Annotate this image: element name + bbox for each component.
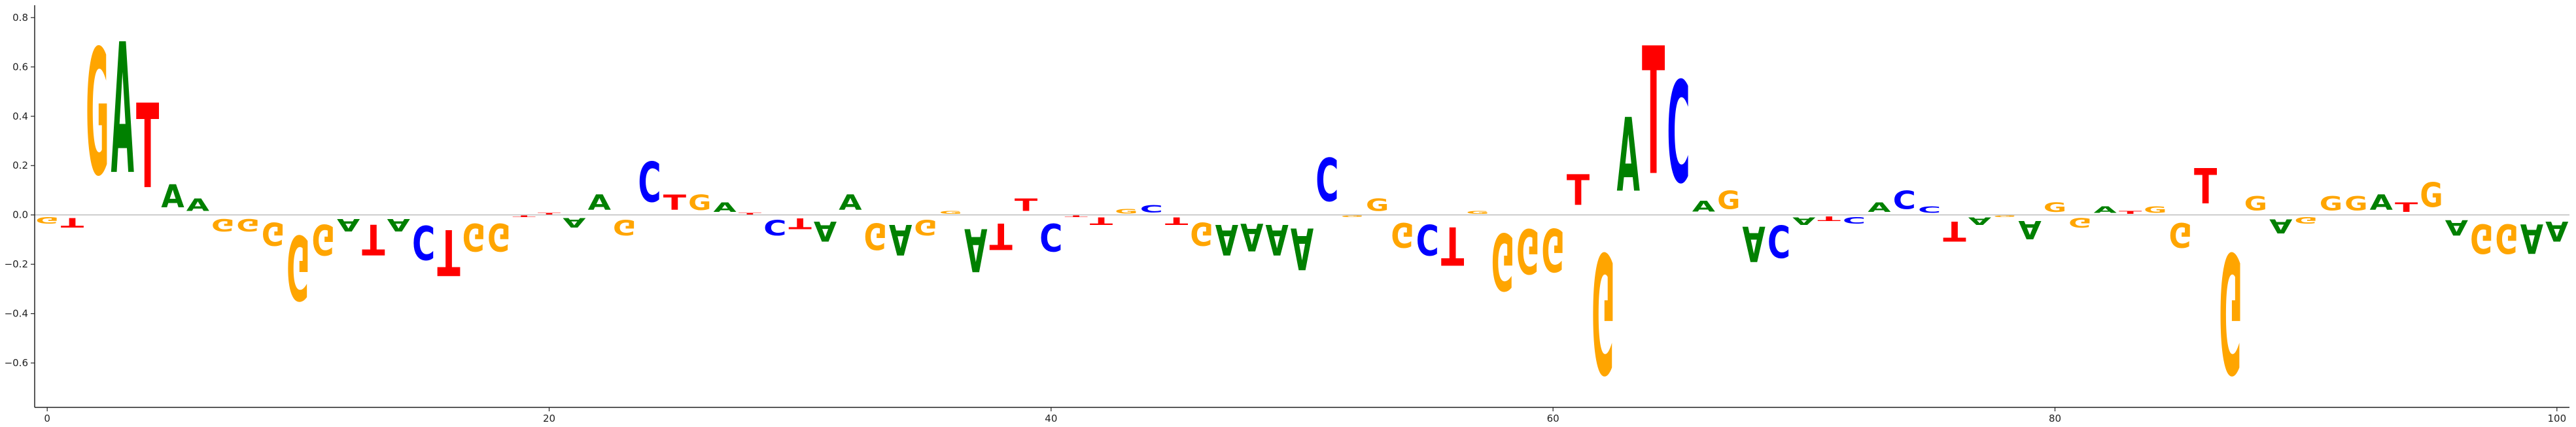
logo-letter-A: A — [2545, 214, 2569, 247]
logo-letter-A: A — [587, 190, 611, 216]
y-tick-label: 0.2 — [12, 160, 28, 172]
x-tick-label: 40 — [1045, 413, 1058, 424]
logo-letter-G: G — [35, 214, 59, 225]
logo-letter-T: T — [437, 214, 461, 288]
logo-letter-T: T — [537, 212, 561, 215]
x-axis-ticks — [44, 407, 2566, 424]
logo-letter-C: C — [1918, 205, 1941, 215]
logo-letter-A: A — [2520, 214, 2544, 262]
logo-letter-T: T — [1089, 214, 1113, 228]
y-tick-label: −0.4 — [4, 307, 28, 320]
logo-letter-G: G — [688, 190, 712, 215]
logo-letter-A: A — [1868, 200, 1891, 216]
logo-letter-G: G — [236, 214, 260, 235]
x-tick-label: 100 — [2547, 413, 2567, 424]
logo-letter-T: T — [2394, 200, 2418, 216]
logo-letter-G: G — [2294, 214, 2318, 225]
logo-letter-G: G — [211, 214, 235, 235]
logo-letter-G: G — [1466, 210, 1489, 215]
logo-letter-A: A — [1240, 214, 1264, 258]
logo-letter-C: C — [1767, 214, 1791, 267]
logo-letter-A: A — [1265, 214, 1289, 264]
y-tick-label: 0.6 — [12, 61, 28, 73]
logo-letter-C: C — [638, 152, 661, 216]
logo-letter-A: A — [2018, 214, 2042, 245]
logo-letter-T: T — [1064, 214, 1088, 218]
logo-letter-G: G — [2168, 214, 2192, 254]
logo-letter-A: A — [888, 214, 913, 264]
logo-letter-G: G — [1717, 185, 1741, 215]
y-tick-label: −0.2 — [4, 258, 28, 271]
logo-letter-G: G — [1365, 196, 1389, 216]
logo-letter-A: A — [1792, 214, 1816, 228]
logo-letter-G: G — [1190, 214, 1213, 252]
logo-letter-A: A — [186, 195, 210, 215]
x-tick-label: 20 — [542, 413, 556, 424]
logo-letter-T: T — [1441, 215, 1465, 277]
logo-letter-G: G — [1391, 214, 1414, 254]
logo-letter-G: G — [1592, 215, 1615, 407]
logo-letter-A: A — [1692, 198, 1716, 215]
logo-letter-G: G — [863, 214, 887, 258]
logo-letter-T: T — [136, 79, 160, 215]
logo-letter-G: G — [2144, 205, 2167, 215]
logo-letter-A: A — [1290, 214, 1314, 281]
y-tick-label: −0.6 — [4, 357, 28, 369]
logo-letter-T: T — [1943, 214, 1966, 247]
logo-letter-A: A — [1616, 96, 1640, 215]
logo-letter-C: C — [1842, 214, 1866, 225]
logo-letter-G: G — [462, 214, 486, 258]
logo-letter-T: T — [512, 214, 536, 218]
logo-letter-G: G — [612, 214, 636, 240]
logo-letter-T: T — [663, 190, 686, 216]
logo-letter-G: G — [2043, 200, 2067, 215]
logo-letter-T: T — [2118, 210, 2142, 215]
logo-letters — [36, 7, 2569, 406]
logo-letter-G: G — [2344, 192, 2368, 215]
logo-letter-C: C — [1140, 203, 1163, 215]
logo-letter-C: C — [1667, 53, 1690, 215]
logo-letter-T: T — [1641, 11, 1665, 215]
logo-letter-T: T — [1817, 214, 1841, 223]
logo-letter-T: T — [1165, 214, 1189, 228]
logo-letter-G: G — [1115, 207, 1138, 215]
logo-letter-A: A — [2445, 214, 2468, 239]
logo-letter-A: A — [161, 178, 184, 216]
logo-letter-G: G — [2244, 192, 2268, 215]
x-tick-label: 80 — [2048, 413, 2062, 424]
logo-letter-T: T — [738, 212, 762, 215]
y-tick-label: 0.4 — [12, 110, 28, 122]
logo-letter-G: G — [2470, 214, 2494, 261]
logo-letter-A: A — [1968, 214, 1992, 228]
logo-letter-A: A — [713, 200, 737, 216]
logo-letter-C: C — [763, 214, 787, 240]
logo-letter-T: T — [1566, 165, 1590, 215]
logo-letter-T: T — [2194, 159, 2218, 216]
logo-letter-A: A — [964, 214, 988, 284]
logo-letter-C: C — [412, 214, 436, 269]
logo-letter-G: G — [487, 214, 511, 258]
logo-letter-G: G — [1993, 214, 2017, 218]
logo-letter-G: G — [311, 214, 335, 265]
logo-letter-G: G — [1541, 214, 1565, 284]
y-tick-label: 0.8 — [12, 11, 28, 24]
y-tick-label: 0.0 — [12, 209, 28, 221]
x-tick-label: 0 — [44, 413, 50, 424]
logo-letter-A: A — [111, 7, 134, 215]
y-axis-ticks — [5, 12, 35, 369]
logo-letter-A: A — [839, 190, 862, 216]
logo-letter-G: G — [2420, 176, 2443, 216]
logo-letter-C: C — [1315, 146, 1339, 216]
logo-letter-A: A — [813, 214, 837, 247]
logo-letter-G: G — [86, 12, 109, 215]
logo-letter-A: A — [2269, 214, 2293, 237]
logo-letter-G: G — [261, 214, 285, 252]
logo-letter-G: G — [1340, 214, 1364, 218]
logo-letter-G: G — [1516, 214, 1540, 286]
logo-letter-G: G — [939, 210, 963, 215]
logo-letter-G: G — [2219, 215, 2242, 407]
logo-letter-C: C — [1039, 214, 1063, 259]
logo-letter-T: T — [60, 214, 84, 230]
logo-letter-A: A — [1215, 214, 1239, 264]
logo-letter-G: G — [1491, 214, 1515, 305]
logo-letter-T: T — [1014, 195, 1038, 215]
logo-letter-G: G — [914, 214, 937, 240]
logo-letter-A: A — [2093, 205, 2117, 215]
logo-letter-C: C — [1416, 214, 1439, 264]
logo-letter-A: A — [1742, 214, 1766, 272]
logo-letter-G: G — [2495, 214, 2518, 261]
logo-letter-G: G — [2068, 214, 2092, 230]
logo-letter-A: A — [387, 214, 410, 235]
x-tick-label: 60 — [1546, 413, 1559, 424]
logo-letter-G: G — [2319, 192, 2343, 215]
logo-letter-T: T — [989, 214, 1013, 257]
logo-letter-G: G — [287, 214, 310, 318]
logo-letter-T: T — [788, 214, 812, 232]
logo-letter-T: T — [362, 214, 385, 264]
logo-letter-A: A — [336, 214, 360, 235]
logo-letter-A: A — [2369, 190, 2393, 216]
logo-letter-C: C — [1892, 185, 1916, 216]
logo-letter-A: A — [563, 214, 586, 230]
